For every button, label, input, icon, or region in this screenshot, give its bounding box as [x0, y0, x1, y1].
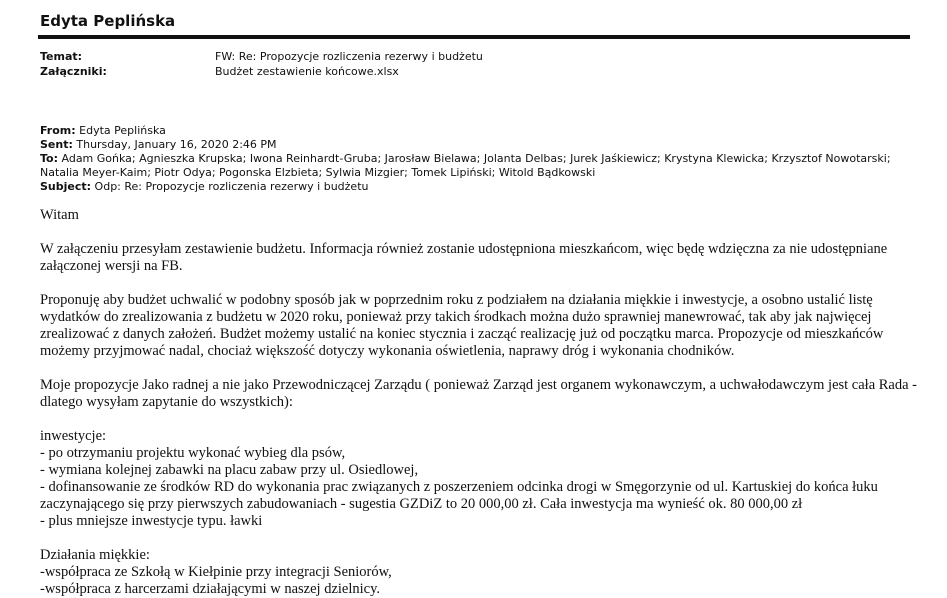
from-label: From:: [40, 124, 76, 137]
paragraph-budget-proposal: Proponuję aby budżet uchwalić w podobny sposób jak w poprzednim roku z podziałem na działania miękkie i inwestycje, a osobno ustalić listę wydatków do zrealizowania z budżetu w 2020 roku, ponieważ przy takich środkach można dużo sprawniej manewrować, tak aby jak najwięcej zrealizować z danych założeń. Budżet możemy ustalić na koniec stycznia i zacząć realizację już od początku marca. Propozycje od mieszkańców możemy przyjmować nadal, chociaż większość dotyczy wykonania oświetlenia, naprawy dróg i wykonania chodników.: [40, 292, 884, 359]
paragraph-attachment-info: W załączeniu przesyłam zestawienie budżetu. Informacja również zostanie udostępniona mieszkańcom, więc będę wdzięczna za nie udostępniane załączonej wersji na FB.: [40, 241, 888, 274]
investments-title: inwestycje:: [40, 428, 107, 444]
sent-label: Sent:: [40, 138, 73, 151]
investment-item: - dofinansowanie ze środków RD do wykonania prac związanych z poszerzeniem odcinka drogi w Smęgorzynie od ul. Kartuskiej do końca łuku zaczynającego się przy pierwszych zabudowaniach - sugestia GZDiZ to 20 000,00 zł. Cała inwestycja ma wynieść ok. 80 000,00 zł: [40, 479, 878, 512]
attachments-label: Załączniki:: [40, 65, 107, 78]
investment-item: - wymiana kolejnej zabawki na placu zabaw przy ul. Osiedlowej,: [40, 462, 419, 478]
from-value: Edyta Peplińska: [79, 124, 166, 137]
greeting: Witam: [40, 207, 79, 223]
attachment-file-link[interactable]: Budżet zestawienie końcowe.xlsx: [215, 65, 399, 78]
to-label: To:: [40, 152, 58, 165]
subject-value: FW: Re: Propozycje rozliczenia rezerwy i budżetu: [215, 50, 483, 63]
forwarded-header: [40, 124, 910, 194]
message-body: [40, 207, 920, 598]
header-divider: [38, 35, 910, 39]
sent-value: Thursday, January 16, 2020 2:46 PM: [76, 138, 277, 151]
investment-item: - po otrzymaniu projektu wykonać wybieg dla psów,: [40, 445, 346, 461]
paragraph-councillor-proposals: Moje propozycje Jako radnej a nie jako Przewodniczącej Zarządu ( ponieważ Zarząd jest organem wykonawczym, a uchwałodawczym jest cała Rada - dlatego wysyłam zapytanie do wszystkich):: [40, 377, 918, 410]
forwarded-subject-value: Odp: Re: Propozycje rozliczenia rezerwy i budżetu: [94, 180, 369, 193]
investment-item: - plus mniejsze inwestycje typu. ławki: [40, 513, 263, 529]
soft-action-item: -współpraca z harcerzami działającymi w naszej dzielnicy.: [40, 581, 381, 597]
soft-actions-title: Działania miękkie:: [40, 547, 150, 563]
forwarded-subject-label: Subject:: [40, 180, 92, 193]
subject-label: Temat:: [40, 50, 83, 63]
sender-name: Edyta Peplińska: [40, 12, 176, 30]
soft-action-item: -współpraca ze Szkołą w Kiełpinie przy integracji Seniorów,: [40, 564, 392, 580]
to-value: Adam Gońka; Agnieszka Krupska; Iwona Reinhardt-Gruba; Jarosław Bielawa; Jolanta Delbas; Jurek Jaśkiewicz; Krystyna Klewicka; Krzysztof Nowotarski; Natalia Meyer-Kaim; Piotr Odya; Pogonska Elzbieta; Sylwia Mizgier; Tomek Lipiński; Witold Bądkowski: [40, 152, 891, 179]
